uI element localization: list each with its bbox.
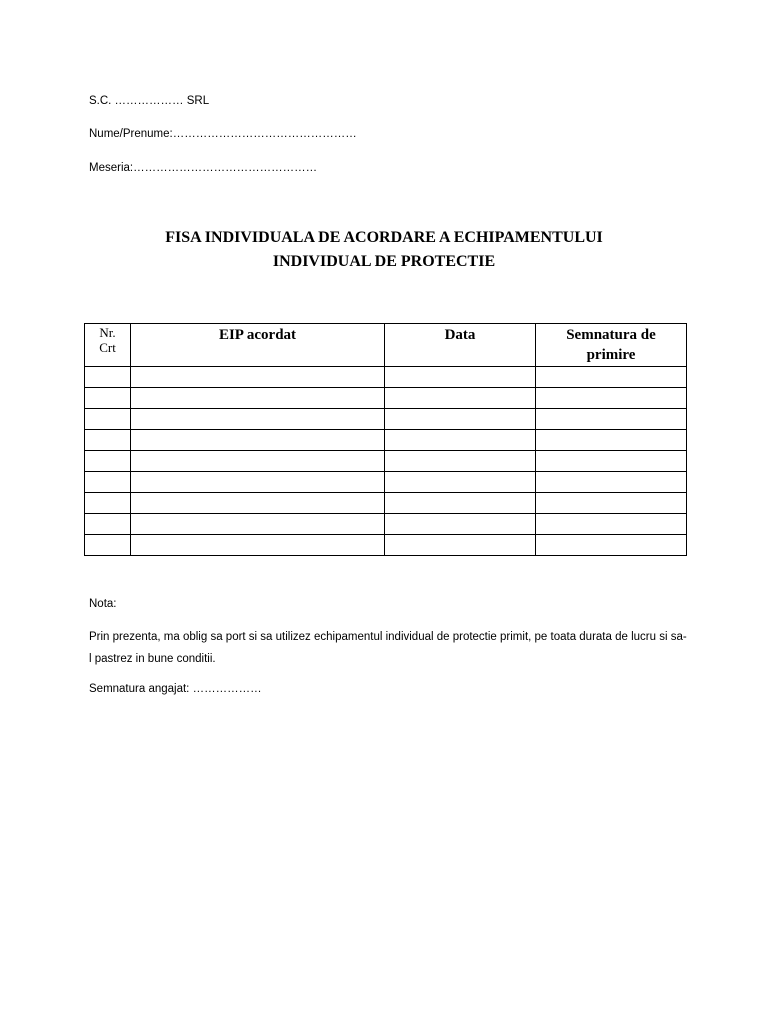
header-semnatura-line-1: Semnatura de xyxy=(566,327,656,343)
eip-table xyxy=(84,323,687,556)
employee-signature-line: Semnatura angajat: ……………… xyxy=(89,683,262,695)
cell-semnatura xyxy=(536,388,687,409)
cell-eip xyxy=(131,451,385,472)
cell-data xyxy=(385,535,536,556)
table-row xyxy=(85,430,687,451)
document-title xyxy=(0,226,768,274)
cell-eip xyxy=(131,472,385,493)
cell-eip xyxy=(131,388,385,409)
header-semnatura xyxy=(536,324,687,367)
title-line-2: INDIVIDUAL DE PROTECTIE xyxy=(272,253,496,270)
cell-semnatura xyxy=(536,430,687,451)
cell-eip xyxy=(131,430,385,451)
cell-data xyxy=(385,451,536,472)
cell-semnatura xyxy=(536,409,687,430)
table-body xyxy=(85,367,687,556)
cell-semnatura xyxy=(536,493,687,514)
cell-semnatura xyxy=(536,451,687,472)
cell-eip xyxy=(131,409,385,430)
cell-eip xyxy=(131,535,385,556)
cell-data xyxy=(385,493,536,514)
table-row xyxy=(85,388,687,409)
company-line: S.C. ……………… SRL xyxy=(89,95,210,107)
cell-data xyxy=(385,430,536,451)
cell-semnatura xyxy=(536,535,687,556)
table-row xyxy=(85,472,687,493)
table-row xyxy=(85,493,687,514)
cell-data xyxy=(385,409,536,430)
table-row xyxy=(85,514,687,535)
table-row xyxy=(85,367,687,388)
header-eip-acordat: EIP acordat xyxy=(131,324,385,367)
cell-eip xyxy=(131,367,385,388)
cell-data xyxy=(385,472,536,493)
cell-nr xyxy=(85,514,131,535)
job-line: Meseria:………………………………………… xyxy=(89,162,318,174)
header-crt-line: Crt xyxy=(99,340,116,355)
header-nr-crt xyxy=(85,324,131,367)
cell-semnatura xyxy=(536,367,687,388)
cell-nr xyxy=(85,430,131,451)
name-line: Nume/Prenume:………………………………………… xyxy=(89,128,357,140)
cell-nr xyxy=(85,451,131,472)
cell-data xyxy=(385,514,536,535)
header-semnatura-line-2: primire xyxy=(586,347,636,363)
cell-semnatura xyxy=(536,514,687,535)
cell-nr xyxy=(85,535,131,556)
table-header-row xyxy=(85,324,687,367)
cell-nr xyxy=(85,409,131,430)
cell-nr xyxy=(85,472,131,493)
cell-nr xyxy=(85,388,131,409)
header-data: Data xyxy=(385,324,536,367)
cell-eip xyxy=(131,493,385,514)
cell-nr xyxy=(85,367,131,388)
note-label: Nota: xyxy=(89,598,117,610)
cell-nr xyxy=(85,493,131,514)
header-nr-line: Nr. xyxy=(99,325,116,340)
table-row xyxy=(85,535,687,556)
table-row xyxy=(85,409,687,430)
note-text: Prin prezenta, ma oblig sa port si sa utilizez echipamentul individual de protectie primit, pe toata durata de lucru si sa-l pastrez in bune conditii. xyxy=(89,631,687,665)
cell-data xyxy=(385,367,536,388)
table-row xyxy=(85,451,687,472)
cell-eip xyxy=(131,514,385,535)
cell-semnatura xyxy=(536,472,687,493)
cell-data xyxy=(385,388,536,409)
title-line-1: FISA INDIVIDUALA DE ACORDARE A ECHIPAMENTULUI xyxy=(165,229,603,246)
